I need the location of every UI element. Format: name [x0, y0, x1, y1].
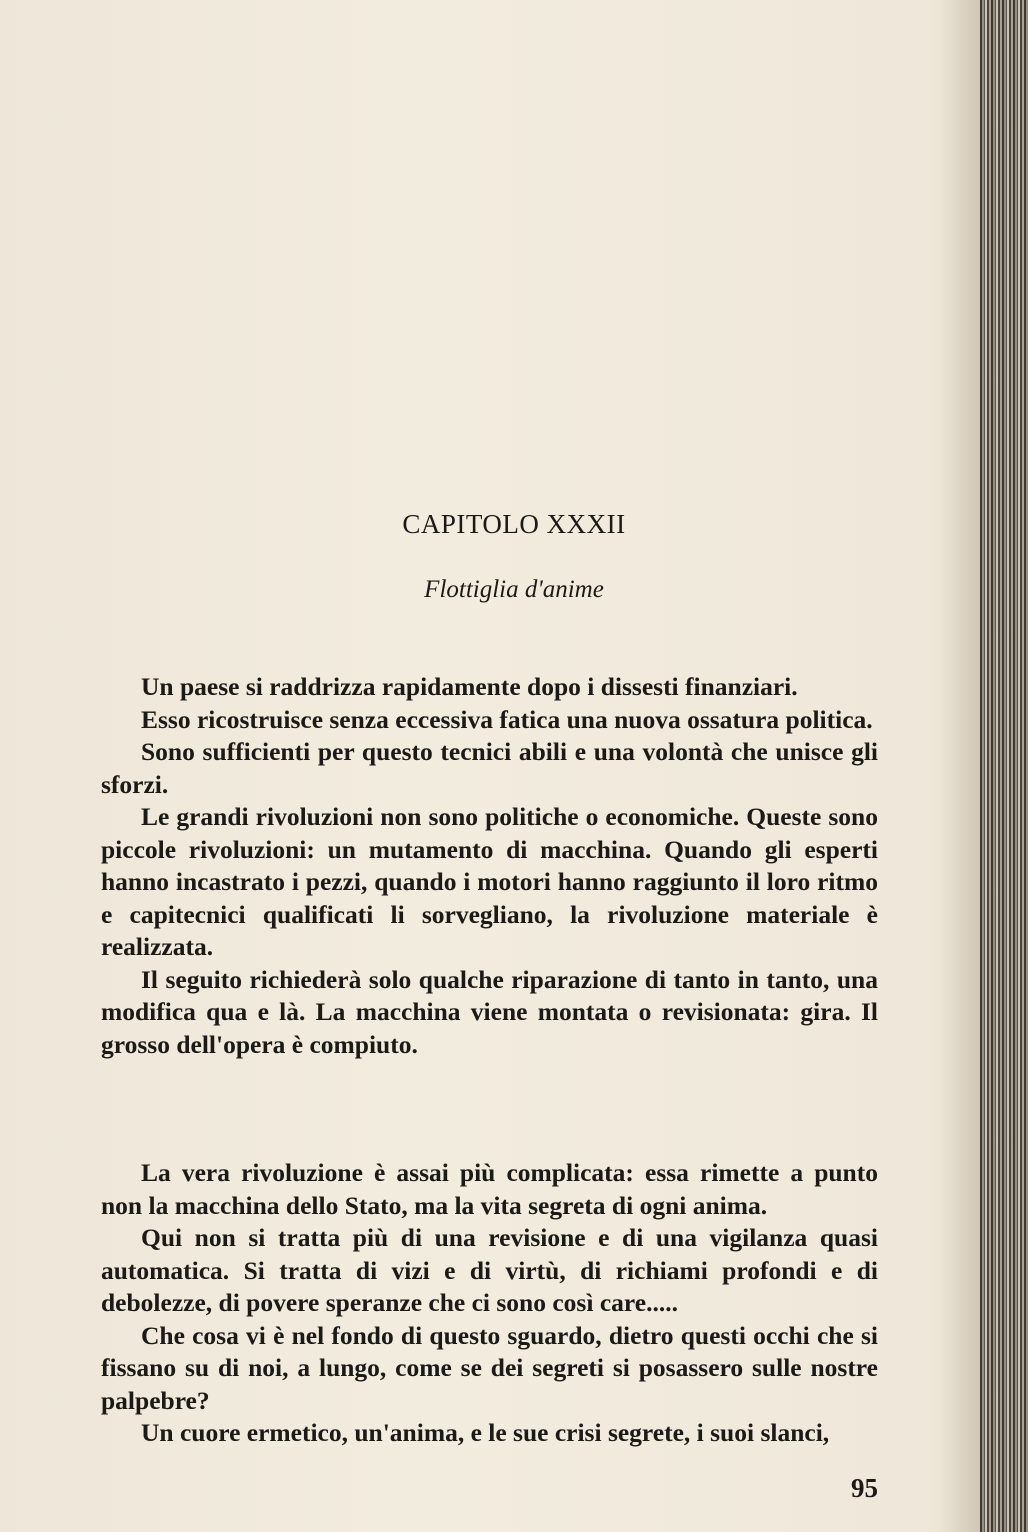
chapter-subtitle: Flottiglia d'anime [424, 576, 604, 603]
chapter-title: CAPITOLO XXXII [402, 509, 626, 539]
paragraph: Che cosa vi è nel fondo di questo sguardo, dietro questi occhi che si fissano su di noi, a lungo, come se dei segreti si posassero sulle nostre palpebre? [101, 1320, 878, 1415]
page-gutter-shadow [940, 0, 980, 1532]
paragraph: Esso ricostruisce senza eccessiva fatica una nuova ossatura politica. [141, 704, 873, 734]
paragraph: Sono sufficienti per questo tecnici abili e una volontà che unisce gli sforzi. [101, 737, 878, 799]
page-number: 95 [851, 1473, 878, 1503]
paragraph: Un paese si raddrizza rapidamente dopo i dissesti finanziari. [141, 672, 798, 701]
paragraph: Qui non si tratta più di una revisione e di una vigilanza quasi automatica. Si tratta di vizi e di virtù, di richiami profondi e di debolezze, di povere speranze che ci sono così care..... [101, 1223, 878, 1317]
body-text-first-section [101, 671, 878, 1061]
paragraph: La vera rivoluzione è assai più complicata: essa rimette a punto non la macchina dello Stato, ma la vita segreta di ogni anima. [101, 1158, 878, 1220]
body-text-second-section [101, 1157, 878, 1450]
paragraph: Il seguito richiederà solo qualche riparazione di tanto in tanto, una modifica qua e là. La macchina viene montata o revisionata: gira. Il grosso dell'opera è compiuto. [101, 964, 878, 1059]
paragraph: Le grandi rivoluzioni non sono politiche o economiche. Queste sono piccole rivoluzioni: un mutamento di macchina. Quando gli esperti hanno incastrato i pezzi, quando i motori hanno raggiunto il loro ritmo e capitecnici qualificati li sorvegliano, la rivoluzione materiale è realizzata. [101, 802, 878, 961]
book-spine-edge [980, 0, 1028, 1532]
paragraph: Un cuore ermetico, un'anima, e le sue crisi segrete, i suoi slanci, [141, 1418, 830, 1447]
